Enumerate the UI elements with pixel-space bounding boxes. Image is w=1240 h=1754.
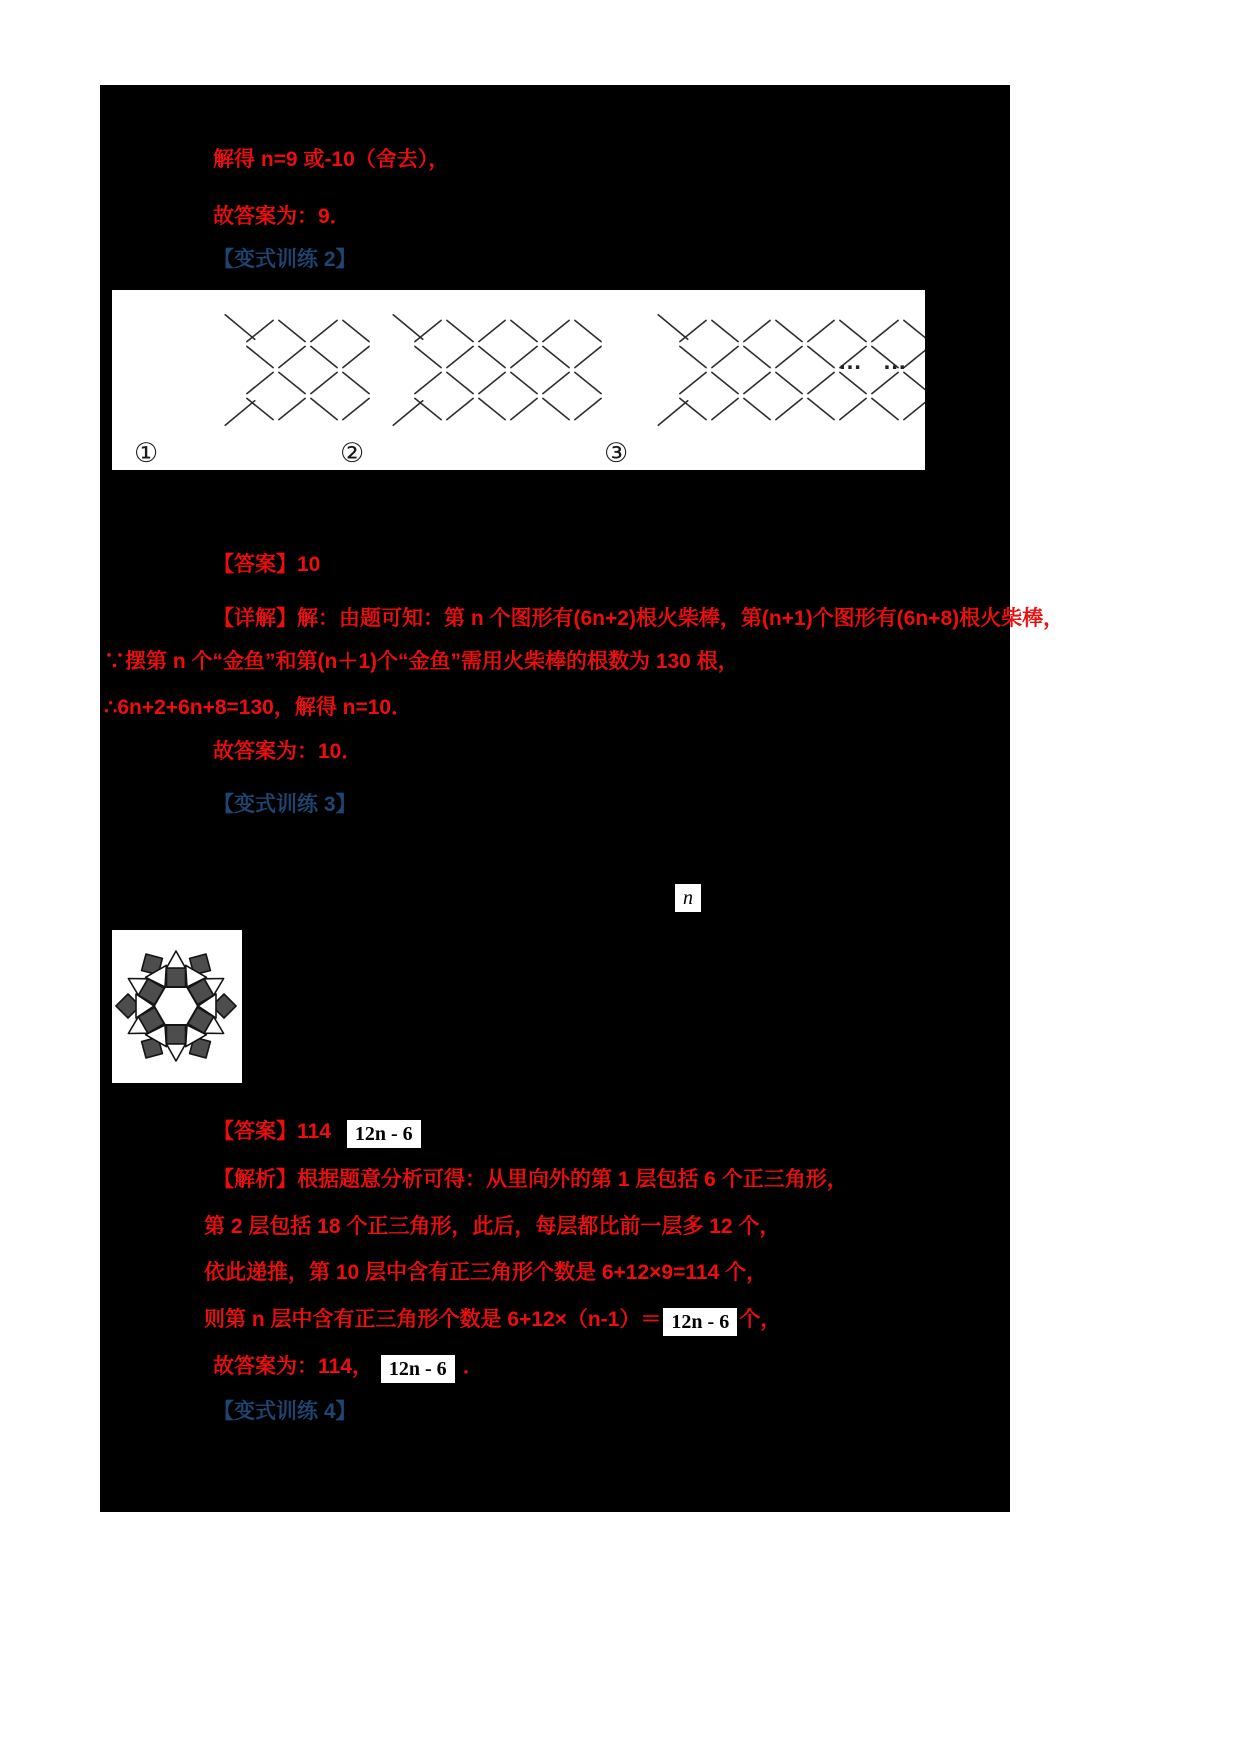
solution-text: 个， [739,1308,782,1331]
content-block [100,85,1065,1512]
triangle-ring-drawing [112,930,242,1083]
solution-line: 第 2 层包括 18 个正三角形，此后，每层都比前一层多 12 个， [204,1215,781,1238]
solution-line: ∴6n+2+6n+8=130，解得 n=10． [104,696,413,719]
ellipsis-text: … … [838,348,914,375]
solution-line: 解得 n=9 或-10（舍去）， [213,148,450,171]
section-label-training2: 【变式训练 2】 [213,248,357,271]
solution-text: 故答案为：114， [213,1355,373,1378]
solution-line: 故答案为：10． [213,740,363,763]
section-label-training3: 【变式训练 3】 [213,793,357,816]
figure-triangle-ring [112,930,242,1083]
solution-line [204,1306,781,1336]
solution-text: 则第 n 层中含有正三角形个数是 6+12×（n-1）＝ [204,1308,662,1331]
formula-box: 12n - 6 [381,1355,455,1383]
solution-line: 【解析】根据题意分析可得：从里向外的第 1 层包括 6 个正三角形， [213,1168,848,1191]
formula-box: 12n - 6 [663,1308,737,1336]
answer-line: 【答案】10 [213,553,321,576]
matchstick-fish-drawing [112,290,925,470]
formula-box: 12n - 6 [347,1120,421,1148]
solution-line: 故答案为：9． [213,205,351,228]
answer-text: 【答案】114 [213,1120,331,1143]
solution-line: 依此递推，第 10 层中含有正三角形个数是 6+12×9=114 个， [204,1261,768,1284]
figure-label-1: ① [134,438,159,469]
figure-label-3: ③ [604,438,629,469]
section-label-training4: 【变式训练 4】 [213,1400,357,1423]
figure-label-2: ② [340,438,365,469]
n-variable-box: n [675,884,701,912]
answer-line [213,1118,429,1148]
solution-line [213,1353,484,1383]
solution-line: 【详解】解：由题可知：第 n 个图形有(6n+2)根火柴棒，第(n+1)个图形有(6n+8)根火柴棒， [213,607,1065,630]
solution-line: ∵摆第 n 个“金鱼”和第(n＋1)个“金鱼”需用火柴棒的根数为 130 根， [104,650,739,673]
figure-matchstick-fish [112,290,925,470]
solution-text: ． [462,1355,484,1378]
